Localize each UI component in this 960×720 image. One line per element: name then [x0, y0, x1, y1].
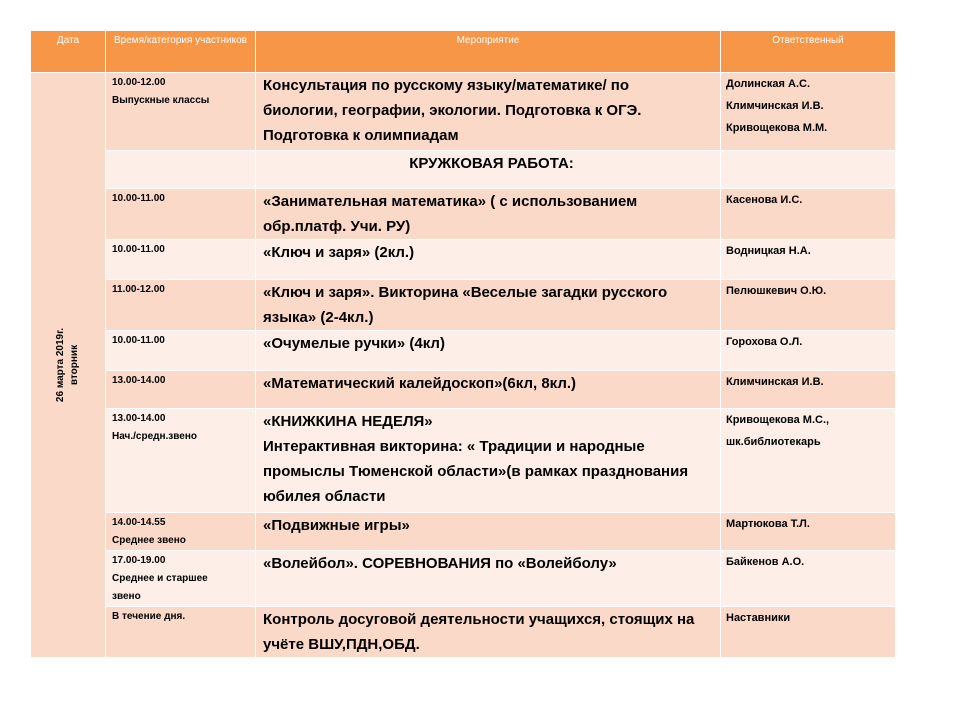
table-row — [31, 607, 896, 658]
header-date: Дата — [31, 31, 106, 73]
table-row — [31, 551, 896, 607]
table-row — [31, 240, 896, 280]
time-cell — [106, 151, 256, 189]
table-row — [31, 73, 896, 151]
time-cell-line: звено — [112, 591, 141, 602]
event-cell — [256, 189, 721, 240]
responsible-cell-line: Наставники — [726, 612, 791, 624]
responsible-cell-line: Мартюкова Т.Л. — [726, 518, 810, 530]
event-cell-line: биологии, географии, экологии. Подготовка к ОГЭ. — [263, 102, 642, 119]
schedule-sheet — [30, 30, 895, 658]
responsible-cell-line: Касенова И.С. — [726, 194, 803, 206]
responsible-cell — [721, 73, 896, 151]
schedule-body — [31, 73, 896, 658]
event-cell-line: «Волейбол». СОРЕВНОВАНИЯ по «Волейболу» — [263, 555, 617, 572]
time-cell-line: Среднее звено — [112, 535, 186, 546]
table-row — [31, 189, 896, 240]
schedule-table — [30, 30, 896, 658]
responsible-cell — [721, 189, 896, 240]
responsible-cell — [721, 151, 896, 189]
time-cell-line: 13.00-14.00 — [112, 413, 166, 424]
time-cell-line: 14.00-14.55 — [112, 517, 166, 528]
responsible-cell-line: Водницкая Н.А. — [726, 245, 811, 257]
event-cell — [256, 371, 721, 409]
responsible-cell — [721, 280, 896, 331]
event-cell — [256, 240, 721, 280]
responsible-cell-line: Климчинская И.В. — [726, 376, 824, 388]
event-cell-line: учёте ВШУ,ПДН,ОБД. — [263, 636, 420, 653]
responsible-cell-line: Пелюшкевич О.Ю. — [726, 285, 827, 297]
table-row — [31, 371, 896, 409]
event-cell-line: Контроль досуговой деятельности учащихся, стоящих на — [263, 611, 695, 628]
responsible-cell — [721, 331, 896, 371]
event-cell-line: «Подвижные игры» — [263, 517, 410, 534]
date-text — [54, 265, 82, 465]
date-cell — [31, 73, 106, 658]
responsible-cell-line: Климчинская И.В. — [726, 100, 824, 112]
event-cell-line: юбилея области — [263, 488, 386, 505]
responsible-cell-line: Горохова О.Л. — [726, 336, 803, 348]
time-cell — [106, 409, 256, 513]
time-cell-line: В течение дня. — [112, 611, 186, 622]
responsible-cell — [721, 371, 896, 409]
event-cell — [256, 280, 721, 331]
responsible-cell-line: Байкенов А.О. — [726, 556, 805, 568]
time-cell-line: 11.00-12.00 — [112, 284, 165, 295]
header-row — [31, 31, 896, 73]
responsible-cell-line: Долинская А.С. — [726, 78, 811, 90]
event-cell — [256, 151, 721, 189]
time-cell — [106, 240, 256, 280]
event-cell-line: Консультация по русскому языку/математике/ по — [263, 77, 630, 94]
header-time-category: Время/категория участников — [106, 31, 256, 73]
table-row — [31, 409, 896, 513]
time-cell-line: 10.00-11.00 — [112, 335, 165, 346]
responsible-cell-line: Кривощекова М.М. — [726, 122, 828, 134]
date-line1: 26 марта 2019г. — [55, 327, 66, 403]
event-cell — [256, 551, 721, 607]
event-cell-line: «Занимательная математика» ( с использованием — [263, 193, 638, 210]
time-cell — [106, 73, 256, 151]
responsible-cell — [721, 513, 896, 551]
event-cell-line: КРУЖКОВАЯ РАБОТА: — [409, 155, 574, 172]
time-cell-line: Выпускные классы — [112, 95, 210, 106]
event-cell-line: «Ключ и заря» (2кл.) — [263, 244, 415, 261]
time-cell — [106, 371, 256, 409]
responsible-cell — [721, 607, 896, 658]
time-cell-line: 17.00-19.00 — [112, 555, 166, 566]
time-cell — [106, 513, 256, 551]
event-cell — [256, 607, 721, 658]
header-event: Мероприятие — [256, 31, 721, 73]
time-cell-line: 13.00-14.00 — [112, 375, 166, 386]
event-cell-line: «Ключ и заря». Викторина «Веселые загадки русского — [263, 284, 668, 301]
responsible-cell-line: Кривощекова М.С., — [726, 414, 830, 426]
responsible-cell-line: шк.библиотекарь — [726, 436, 821, 448]
event-cell-line: обр.платф. Учи. РУ) — [263, 218, 411, 235]
event-cell-line: «Математический калейдоскоп»(6кл, 8кл.) — [263, 375, 577, 392]
responsible-cell — [721, 240, 896, 280]
table-row — [31, 513, 896, 551]
date-line2: вторник — [69, 344, 80, 386]
time-cell-line: 10.00-12.00 — [112, 77, 166, 88]
event-cell — [256, 331, 721, 371]
table-row — [31, 280, 896, 331]
time-cell-line: 10.00-11.00 — [112, 193, 165, 204]
event-cell-line: «КНИЖКИНА НЕДЕЛЯ» — [263, 413, 433, 430]
time-cell-line: Среднее и старшее — [112, 573, 208, 584]
event-cell-line: «Очумелые ручки» (4кл) — [263, 335, 445, 352]
event-cell-line: Подготовка к олимпиадам — [263, 127, 459, 144]
event-cell — [256, 73, 721, 151]
header-responsible: Ответственный — [721, 31, 896, 73]
time-cell — [106, 189, 256, 240]
responsible-cell — [721, 551, 896, 607]
event-cell-line: промыслы Тюменской области»(в рамках празднования — [263, 463, 689, 480]
event-cell-line: Интерактивная викторина: « Традиции и народные — [263, 438, 645, 455]
time-cell — [106, 607, 256, 658]
table-row — [31, 331, 896, 371]
event-cell — [256, 409, 721, 513]
time-cell-line: Нач./средн.звено — [112, 431, 197, 442]
responsible-cell — [721, 409, 896, 513]
time-cell — [106, 331, 256, 371]
time-cell — [106, 551, 256, 607]
table-row — [31, 151, 896, 189]
time-cell — [106, 280, 256, 331]
time-cell-line: 10.00-11.00 — [112, 244, 165, 255]
event-cell-line: языка» (2-4кл.) — [263, 309, 374, 326]
event-cell — [256, 513, 721, 551]
